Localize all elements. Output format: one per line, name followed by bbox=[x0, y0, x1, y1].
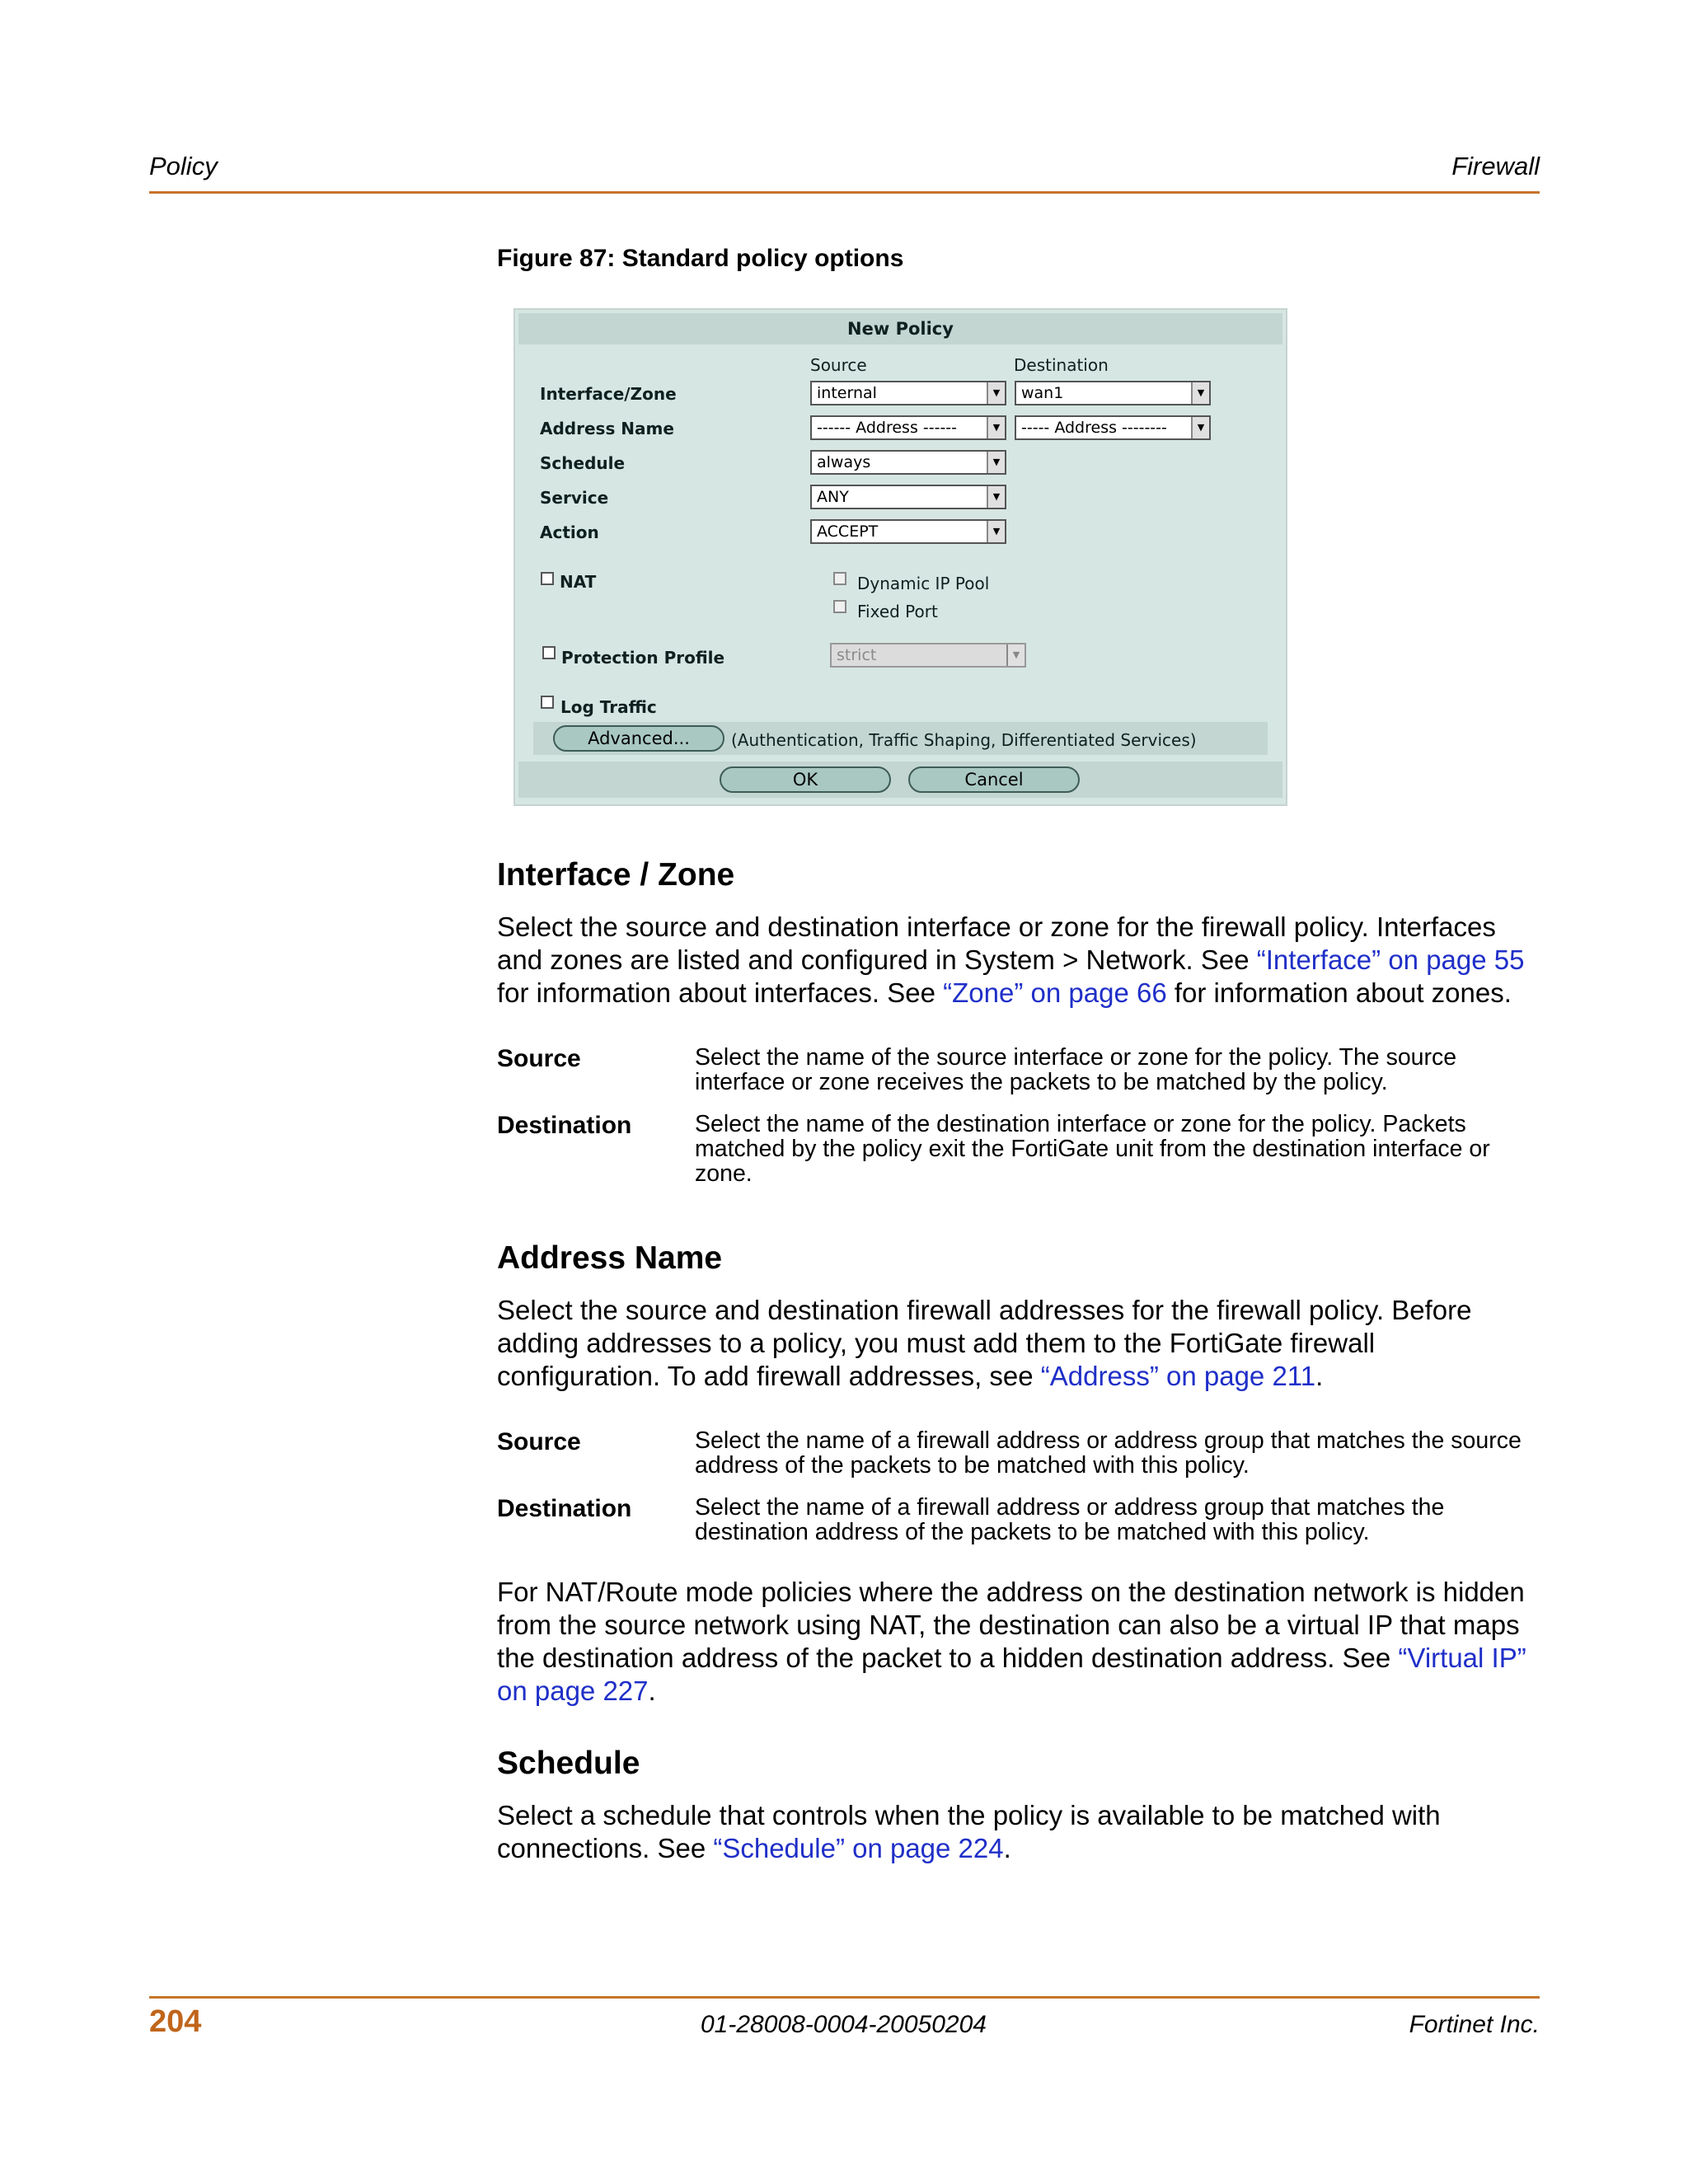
destination-address-select[interactable] bbox=[1015, 415, 1211, 440]
paragraph-text: Select the source and destination firewall addresses for the firewall policy. Before adding addresses to a policy, you must add them to the FortiGate firewall configuration. To add firewall addresses, see bbox=[497, 1295, 1472, 1391]
action-label: Action bbox=[540, 523, 599, 542]
nat-checkbox[interactable] bbox=[541, 572, 554, 585]
ok-button[interactable]: OK bbox=[720, 766, 891, 793]
paragraph-text: for information about interfaces. See bbox=[497, 977, 944, 1008]
dialog-button-bar bbox=[518, 762, 1282, 798]
advanced-button[interactable]: Advanced... bbox=[553, 725, 724, 752]
nat-label: NAT bbox=[560, 572, 597, 592]
schedule-heading: Schedule bbox=[497, 1746, 640, 1781]
document-id: 01-28008-0004-20050204 bbox=[701, 2011, 987, 2038]
interface-zone-heading: Interface / Zone bbox=[497, 857, 735, 893]
log-traffic-checkbox[interactable] bbox=[541, 696, 554, 709]
chevron-down-icon[interactable]: ▼ bbox=[987, 417, 1005, 438]
interface-zone-paragraph bbox=[497, 911, 1540, 1010]
address-name-paragraph bbox=[497, 1294, 1540, 1393]
schedule-link[interactable]: “Schedule” on page 224 bbox=[713, 1833, 1004, 1863]
dialog-title: New Policy bbox=[518, 313, 1282, 344]
schedule-value: always bbox=[817, 453, 871, 471]
source-address-value: ------ Address ------ bbox=[817, 419, 958, 437]
dynamic-ip-pool-label: Dynamic IP Pool bbox=[857, 574, 990, 593]
definition-term-destination: Destination bbox=[497, 1495, 632, 1522]
definition-desc-source: Select the name of the source interface or zone for the policy. The source interface or zone receives the packets to be matched by the policy. bbox=[695, 1044, 1457, 1095]
destination-interface-select[interactable] bbox=[1015, 381, 1211, 405]
protection-profile-select[interactable] bbox=[830, 643, 1026, 668]
paragraph-text: . bbox=[1315, 1361, 1324, 1391]
schedule-select[interactable] bbox=[810, 450, 1006, 475]
definition-desc-destination: Select the name of a firewall address or address group that matches the destination address of the packets to be matched with this policy. bbox=[695, 1494, 1445, 1545]
chevron-down-icon[interactable]: ▼ bbox=[987, 452, 1005, 473]
definition-term-source: Source bbox=[497, 1045, 581, 1072]
protection-profile-checkbox[interactable] bbox=[542, 646, 556, 659]
paragraph-text: . bbox=[1003, 1833, 1011, 1863]
source-column-header: Source bbox=[810, 355, 867, 375]
protection-profile-label: Protection Profile bbox=[561, 648, 725, 668]
protection-profile-value: strict bbox=[837, 646, 877, 664]
footer-rule bbox=[149, 1996, 1540, 1999]
chevron-down-icon[interactable]: ▼ bbox=[1191, 382, 1209, 404]
source-interface-select[interactable] bbox=[810, 381, 1006, 405]
fixed-port-label: Fixed Port bbox=[857, 602, 938, 621]
chevron-down-icon[interactable]: ▼ bbox=[1191, 417, 1209, 438]
destination-interface-value: wan1 bbox=[1021, 384, 1064, 402]
destination-column-header: Destination bbox=[1014, 355, 1109, 375]
interface-link[interactable]: “Interface” on page 55 bbox=[1256, 944, 1525, 975]
cancel-button[interactable]: Cancel bbox=[908, 766, 1080, 793]
footer-company: Fortinet Inc. bbox=[1409, 2011, 1540, 2038]
destination-address-value: ----- Address -------- bbox=[1021, 419, 1167, 437]
advanced-note: (Authentication, Traffic Shaping, Differentiated Services) bbox=[731, 730, 1197, 750]
chevron-down-icon[interactable]: ▼ bbox=[1006, 644, 1025, 666]
service-select[interactable] bbox=[810, 485, 1006, 509]
paragraph-text: for information about zones. bbox=[1166, 977, 1512, 1008]
nat-route-paragraph bbox=[497, 1576, 1540, 1708]
address-name-label: Address Name bbox=[540, 419, 674, 438]
header-section-title: Policy bbox=[149, 152, 218, 180]
fixed-port-checkbox[interactable] bbox=[833, 600, 846, 613]
schedule-label: Schedule bbox=[540, 453, 626, 473]
definition-desc-destination: Select the name of the destination interface or zone for the policy. Packets matched by the policy exit the FortiGate unit from the destination interface or zone. bbox=[695, 1111, 1490, 1187]
new-policy-dialog bbox=[513, 308, 1287, 806]
action-value: ACCEPT bbox=[817, 523, 879, 541]
chevron-down-icon[interactable]: ▼ bbox=[987, 382, 1005, 404]
page-number: 204 bbox=[149, 2004, 202, 2039]
figure-caption: Figure 87: Standard policy options bbox=[497, 245, 904, 272]
paragraph-text: . bbox=[648, 1675, 656, 1706]
address-link[interactable]: “Address” on page 211 bbox=[1040, 1361, 1316, 1391]
definition-desc-source: Select the name of a firewall address or address group that matches the source address of the packets to be matched with this policy. bbox=[695, 1427, 1522, 1479]
virtual-ip-link[interactable]: “Virtual IP” on page 227 bbox=[497, 1643, 1526, 1706]
paragraph-text: For NAT/Route mode policies where the address on the destination network is hidden from the source network using NAT, the destination can also be a virtual IP that maps the destination address of the packet to a hidden destination address. See bbox=[497, 1577, 1525, 1673]
address-name-heading: Address Name bbox=[497, 1240, 723, 1276]
definition-term-destination: Destination bbox=[497, 1112, 632, 1139]
log-traffic-label: Log Traffic bbox=[560, 697, 657, 717]
service-label: Service bbox=[540, 488, 609, 508]
zone-link[interactable]: “Zone” on page 66 bbox=[943, 977, 1167, 1008]
source-address-select[interactable] bbox=[810, 415, 1006, 440]
header-rule bbox=[149, 191, 1540, 194]
chevron-down-icon[interactable]: ▼ bbox=[987, 486, 1005, 508]
action-select[interactable] bbox=[810, 519, 1006, 544]
dynamic-ip-pool-checkbox[interactable] bbox=[833, 572, 846, 585]
interface-zone-label: Interface/Zone bbox=[540, 384, 677, 404]
schedule-paragraph bbox=[497, 1799, 1540, 1865]
paragraph-text: Select a schedule that controls when the policy is available to be matched with connections. See bbox=[497, 1800, 1441, 1863]
chevron-down-icon[interactable]: ▼ bbox=[987, 521, 1005, 542]
definition-term-source: Source bbox=[497, 1428, 581, 1455]
header-chapter-title: Firewall bbox=[1451, 152, 1540, 180]
source-interface-value: internal bbox=[817, 384, 877, 402]
service-value: ANY bbox=[817, 488, 849, 506]
paragraph-text: Select the source and destination interface or zone for the firewall policy. Interfaces and zones are listed and configured in System > Network. See bbox=[497, 912, 1496, 975]
